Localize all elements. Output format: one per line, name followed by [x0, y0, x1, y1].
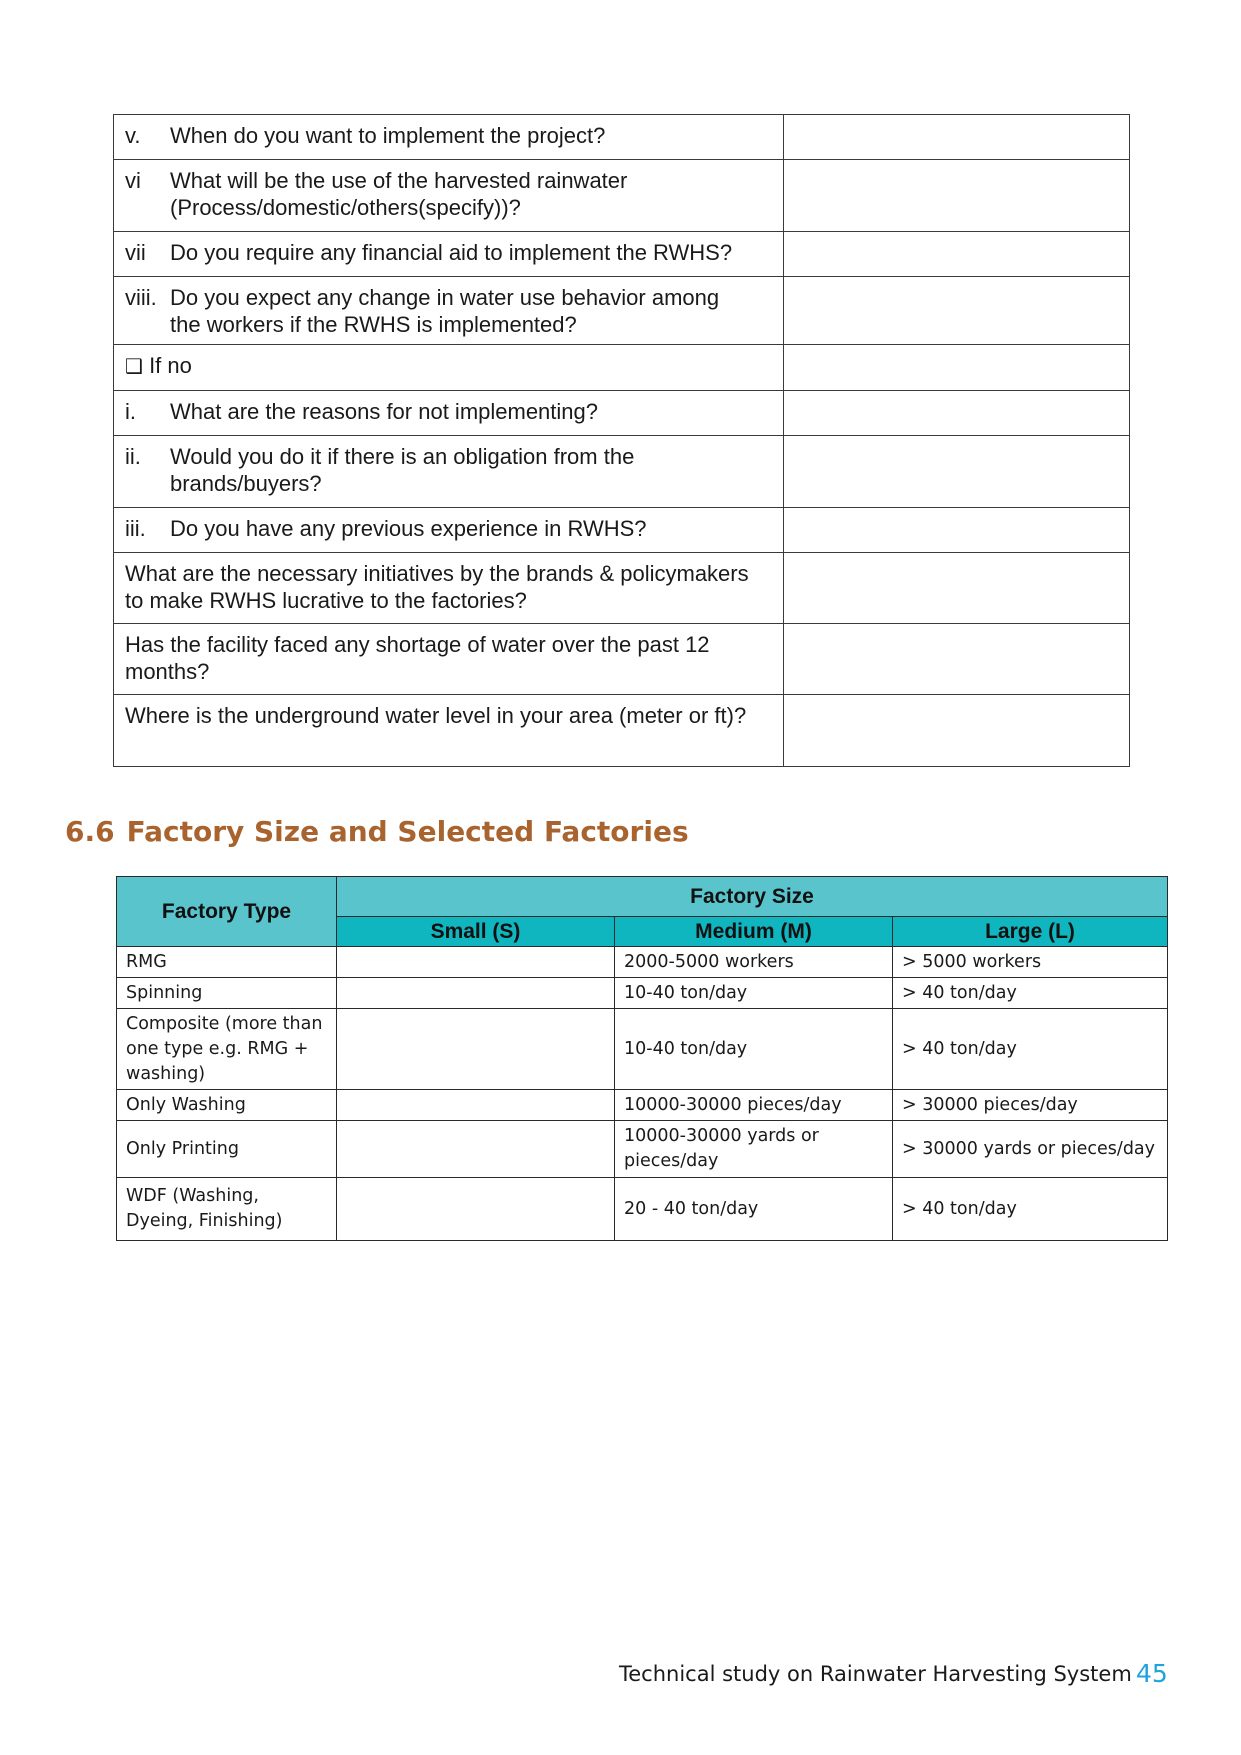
table-row [114, 624, 1130, 695]
table-row [114, 553, 1130, 624]
question-number: vii [125, 240, 146, 265]
answer-cell[interactable] [783, 160, 1129, 232]
table-row [114, 391, 1130, 436]
question-text: Do you require any financial aid to implement the RWHS? [170, 240, 733, 265]
question-cell [114, 232, 784, 277]
small-cell [337, 1009, 615, 1090]
table-row [114, 345, 1130, 391]
small-cell [337, 978, 615, 1009]
question-cell [114, 436, 784, 508]
question-number: i. [125, 399, 136, 424]
factory-type-cell: Only Printing [117, 1121, 337, 1178]
section-title: Factory Size and Selected Factories [126, 815, 689, 848]
answer-cell[interactable] [783, 436, 1129, 508]
header-factory-size: Factory Size [337, 877, 1168, 917]
checkbox-icon: ❑ [125, 356, 143, 378]
small-cell [337, 1090, 615, 1121]
answer-cell[interactable] [783, 624, 1129, 695]
table-row [114, 436, 1130, 508]
section-number: 6.6 [65, 815, 115, 848]
large-cell: > 5000 workers [893, 947, 1168, 978]
factory-type-cell: Only Washing [117, 1090, 337, 1121]
question-text: What are the necessary initiatives by the brands & policymakers to make RWHS lucrative to the factories? [125, 561, 749, 613]
footer-title: Technical study on Rainwater Harvesting System [619, 1662, 1132, 1686]
factory-size-table [116, 876, 1168, 1241]
question-cell [114, 160, 784, 232]
small-cell [337, 1121, 615, 1178]
large-cell: > 40 ton/day [893, 1178, 1168, 1241]
question-number: vi [125, 168, 141, 193]
question-cell [114, 277, 784, 345]
question-text: What will be the use of the harvested rainwater (Process/domestic/others(specify))? [170, 168, 628, 220]
question-text: What are the reasons for not implementing? [170, 399, 599, 424]
answer-cell[interactable] [783, 508, 1129, 553]
header-factory-type: Factory Type [117, 877, 337, 947]
question-text: Do you expect any change in water use behavior among the workers if the RWHS is implemented? [170, 285, 720, 337]
large-cell: > 30000 yards or pieces/day [893, 1121, 1168, 1178]
answer-cell[interactable] [783, 277, 1129, 345]
page-number: 45 [1136, 1659, 1168, 1688]
header-large: Large (L) [893, 917, 1168, 947]
question-cell [114, 345, 784, 391]
answer-cell[interactable] [783, 391, 1129, 436]
question-text: Where is the underground water level in your area (meter or ft)? [125, 703, 747, 728]
question-text: Has the facility faced any shortage of water over the past 12 months? [125, 632, 710, 684]
answer-cell[interactable] [783, 345, 1129, 391]
medium-cell: 10000-30000 pieces/day [615, 1090, 893, 1121]
large-cell: > 40 ton/day [893, 978, 1168, 1009]
table-row [117, 1178, 1168, 1241]
question-cell [114, 695, 784, 767]
table-row [114, 160, 1130, 232]
table-row [117, 1009, 1168, 1090]
header-small: Small (S) [337, 917, 615, 947]
question-cell [114, 508, 784, 553]
medium-cell: 10-40 ton/day [615, 978, 893, 1009]
table-row [114, 508, 1130, 553]
questionnaire-table [113, 114, 1130, 767]
table-row [114, 232, 1130, 277]
answer-cell[interactable] [783, 695, 1129, 767]
medium-cell: 2000-5000 workers [615, 947, 893, 978]
question-cell [114, 624, 784, 695]
question-cell [114, 115, 784, 160]
table-row [114, 115, 1130, 160]
medium-cell: 10-40 ton/day [615, 1009, 893, 1090]
section-heading [65, 815, 689, 848]
answer-cell[interactable] [783, 115, 1129, 160]
header-medium: Medium (M) [615, 917, 893, 947]
question-cell [114, 553, 784, 624]
answer-cell[interactable] [783, 232, 1129, 277]
factory-type-cell: RMG [117, 947, 337, 978]
table-row [114, 695, 1130, 767]
factory-type-cell: Composite (more than one type e.g. RMG + washing) [117, 1009, 337, 1090]
header-row [117, 877, 1168, 917]
question-text: When do you want to implement the project? [170, 123, 606, 148]
question-text: Do you have any previous experience in RWHS? [170, 516, 647, 541]
large-cell: > 30000 pieces/day [893, 1090, 1168, 1121]
small-cell [337, 1178, 615, 1241]
large-cell: > 40 ton/day [893, 1009, 1168, 1090]
question-number: ii. [125, 444, 141, 469]
table-row [117, 1090, 1168, 1121]
factory-type-cell: WDF (Washing, Dyeing, Finishing) [117, 1178, 337, 1241]
small-cell [337, 947, 615, 978]
table-row [117, 947, 1168, 978]
medium-cell: 10000-30000 yards or pieces/day [615, 1121, 893, 1178]
question-text: If no [149, 353, 192, 378]
answer-cell[interactable] [783, 553, 1129, 624]
question-number: iii. [125, 516, 146, 541]
table-row [117, 1121, 1168, 1178]
table-row [114, 277, 1130, 345]
question-number: viii. [125, 285, 157, 310]
table-row [117, 978, 1168, 1009]
question-cell [114, 391, 784, 436]
factory-type-cell: Spinning [117, 978, 337, 1009]
question-number: v. [125, 123, 141, 148]
medium-cell: 20 - 40 ton/day [615, 1178, 893, 1241]
question-text: Would you do it if there is an obligation from the brands/buyers? [170, 444, 635, 496]
